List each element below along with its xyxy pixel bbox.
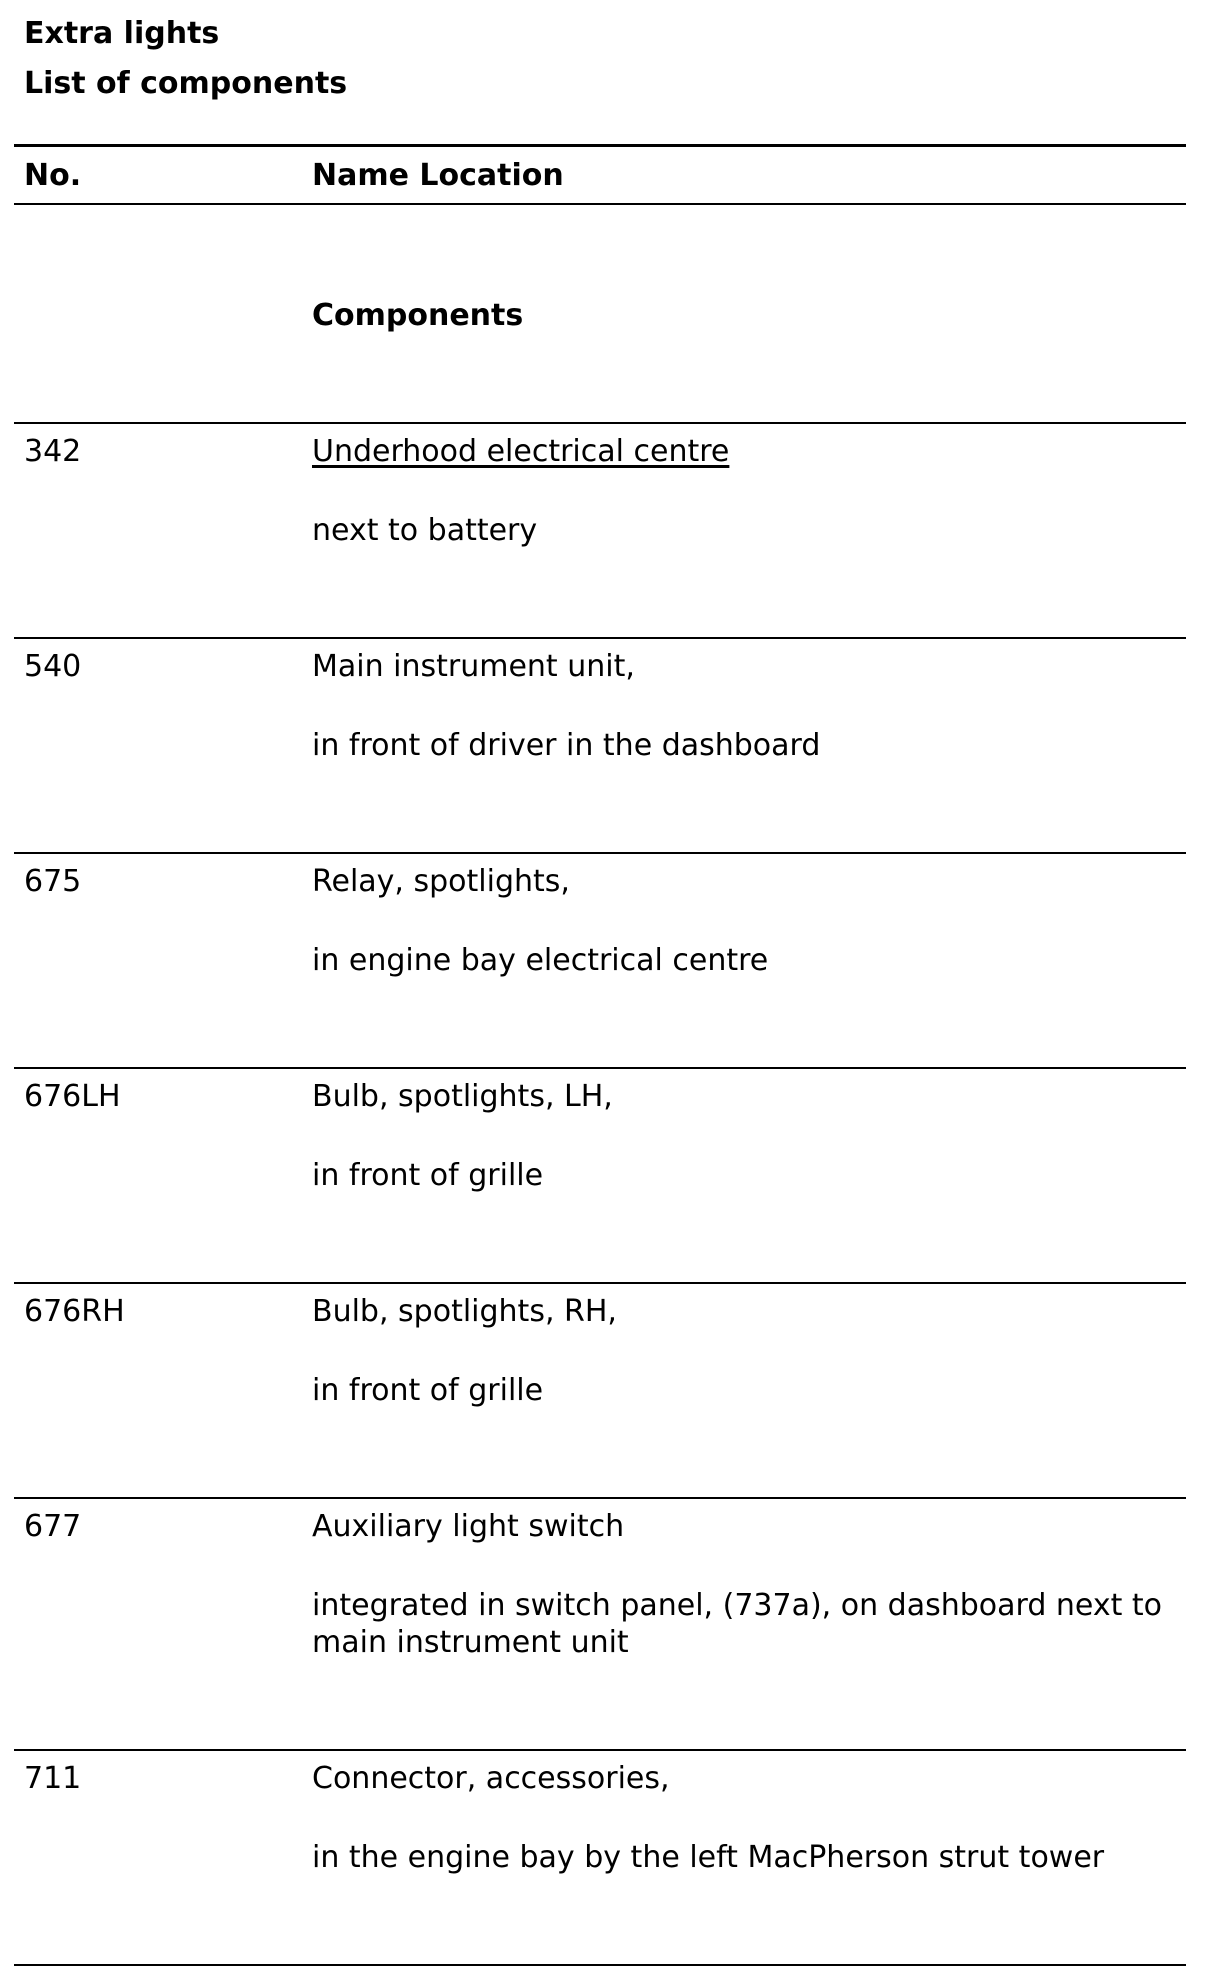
- component-number: 711: [24, 1761, 82, 1796]
- component-location: integrated in switch panel, (737a), on dashboard next to main instrument unit: [312, 1588, 1163, 1660]
- row-divider: [14, 1067, 1186, 1069]
- component-name: Main instrument unit,: [312, 649, 635, 684]
- section-label: Components: [312, 298, 524, 333]
- component-location: in the engine bay by the left MacPherson strut tower: [312, 1840, 1105, 1875]
- component-location: in front of grille: [312, 1373, 544, 1408]
- table-bottom-rule: [14, 1964, 1186, 1966]
- component-name: Relay, spotlights,: [312, 864, 570, 899]
- row-divider: [14, 1749, 1186, 1751]
- component-location: in front of grille: [312, 1158, 544, 1193]
- header-bottom-rule: [14, 203, 1186, 205]
- component-name: Auxiliary light switch: [312, 1509, 625, 1544]
- component-location: in engine bay electrical centre: [312, 943, 769, 978]
- component-number: 675: [24, 864, 82, 899]
- component-name: Bulb, spotlights, RH,: [312, 1294, 617, 1329]
- component-location: next to battery: [312, 513, 538, 548]
- row-divider: [14, 637, 1186, 639]
- component-name: Bulb, spotlights, LH,: [312, 1079, 613, 1114]
- document-subtitle: List of components: [24, 66, 348, 101]
- component-number: 342: [24, 434, 82, 469]
- component-name-link[interactable]: Underhood electrical centre: [312, 434, 730, 469]
- table-top-rule: [14, 144, 1186, 147]
- row-divider: [14, 1497, 1186, 1499]
- row-divider: [14, 1282, 1186, 1284]
- column-header-name-location: Name Location: [312, 158, 564, 193]
- document-title: Extra lights: [24, 16, 220, 51]
- row-divider: [14, 852, 1186, 854]
- component-number: 540: [24, 649, 82, 684]
- row-divider: [14, 422, 1186, 424]
- component-number: 676LH: [24, 1079, 121, 1114]
- column-header-no: No.: [24, 158, 82, 193]
- component-location: in front of driver in the dashboard: [312, 728, 821, 763]
- component-number: 677: [24, 1509, 82, 1544]
- component-name: Connector, accessories,: [312, 1761, 670, 1796]
- component-number: 676RH: [24, 1294, 125, 1329]
